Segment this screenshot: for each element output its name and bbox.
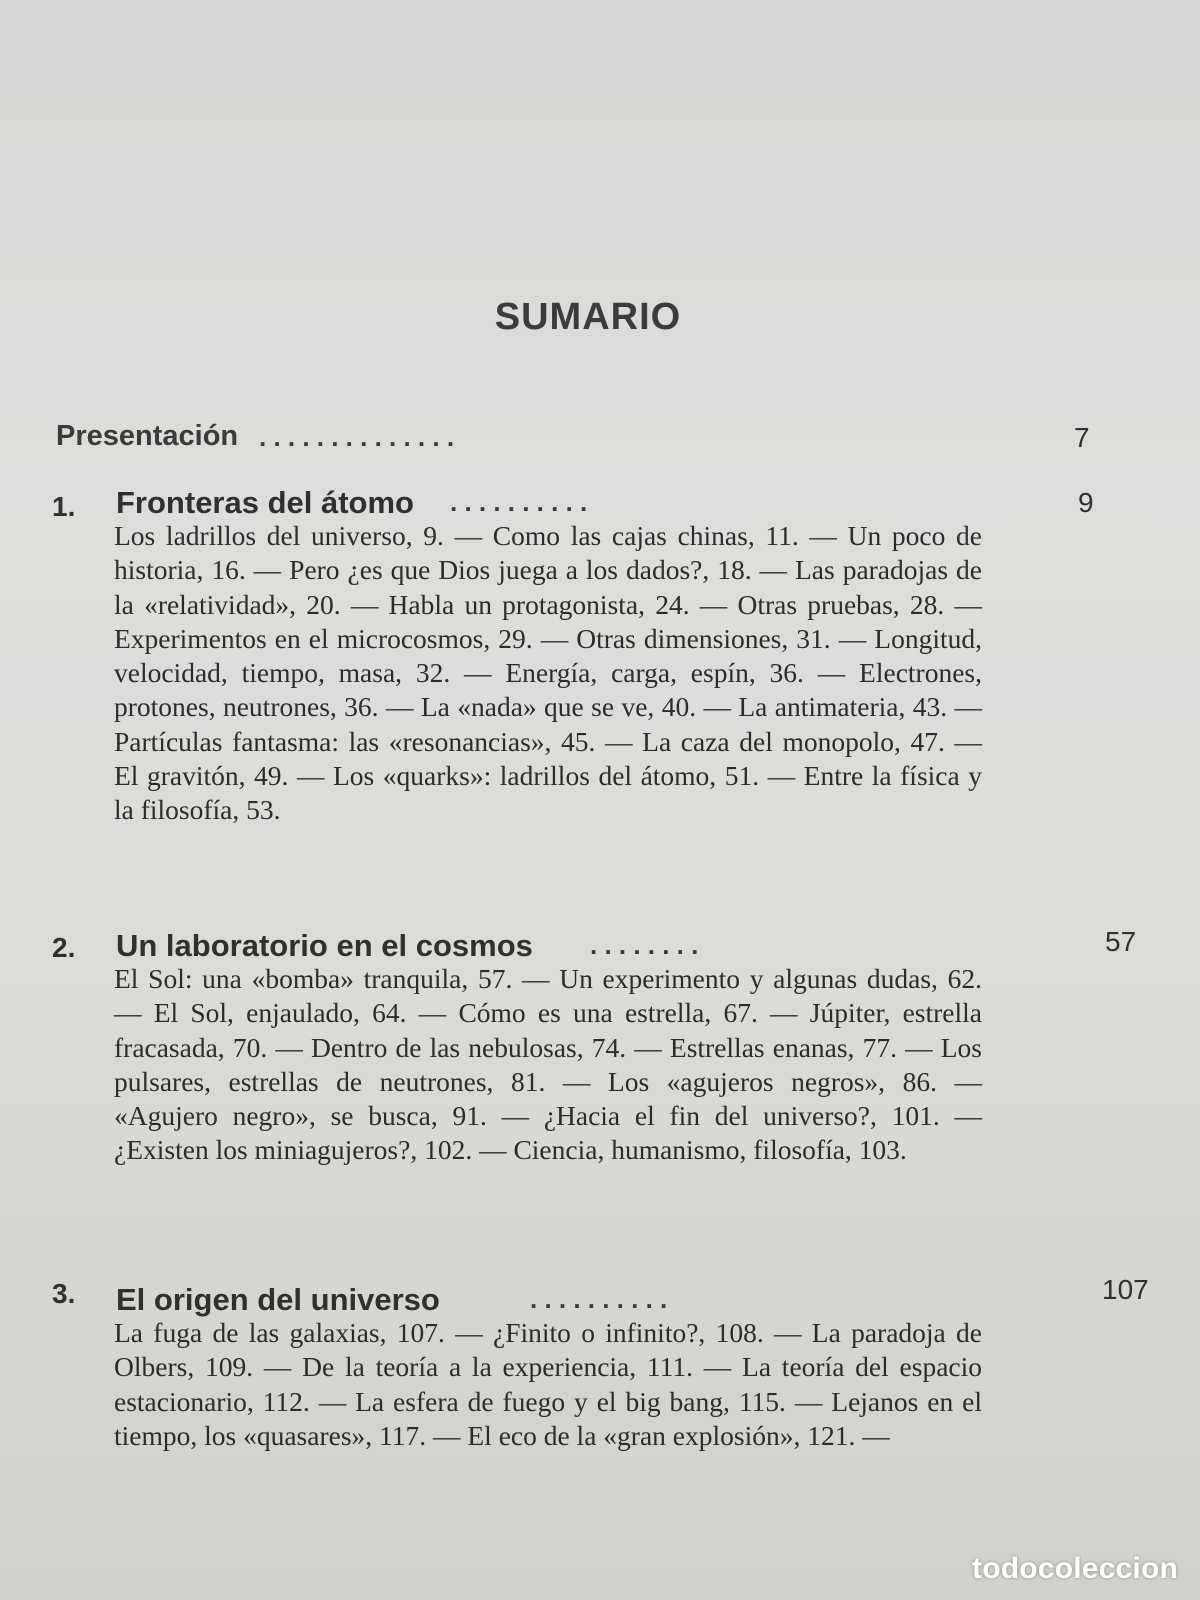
chapter-number: 2. [52, 932, 76, 963]
dot-leader: . . . . . . . . . . [450, 487, 588, 517]
chapter-summary: El Sol: una «bomba» tranquila, 57. — Un experimento y algunas dudas, 62. — El Sol, enjaulado, 64. — Cómo es una estrella, 67. — Júpiter, estrella fracasada, 70. — Dentro de las nebulosas, 74. — Estrellas enanas, 77. — Los pulsares, estrellas de neutrones, 81. — Los «agujeros negros», 86. — «Agujero negro», se busca, 91. — ¿Hacia el fin del universo?, 101. — ¿Existen los miniagujeros?, 102. — Ciencia, humanismo, filosofía, 103. [114, 963, 982, 1166]
watermark-logo: todocoleccion [972, 1552, 1178, 1585]
chapter-summary: La fuga de las galaxias, 107. — ¿Finito o infinito?, 108. — La paradoja de Olbers, 109. — De la teoría a la experiencia, 111. — La teoría del espacio estacionario, 112. — La esfera de fuego y el big bang, 115. — Lejanos en el tiempo, los «quasares», 117. — El eco de la «gran explosión», 121. — [114, 1317, 982, 1451]
chapter-number: 1. [52, 491, 76, 522]
dot-leader: . . . . . . . . [590, 930, 699, 960]
chapter-title: Fronteras del átomo [116, 485, 414, 520]
toc-page-number: 9 [1078, 487, 1094, 518]
dot-leader: . . . . . . . . . . . . . . [259, 422, 455, 452]
toc-page-number: 7 [1074, 422, 1090, 453]
chapter-title: El origen del universo [116, 1282, 440, 1317]
toc-entry-presentation [56, 420, 1116, 460]
chapter-title: Un laboratorio en el cosmos [116, 928, 533, 963]
chapter-summary: Los ladrillos del universo, 9. — Como las cajas chinas, 11. — Un poco de historia, 16. — Pero ¿es que Dios juega a los dados?, 18. — Las paradojas de la «relatividad», 20. — Habla un protagonista, 24. — Otras pruebas, 28. — Experimentos en el microcosmos, 29. — Otras dimensiones, 31. — Longitud, velocidad, tiempo, masa, 32. — Energía, carga, espín, 36. — Electrones, protones, neutrones, 36. — La «nada» que se ve, 40. — La antimateria, 43. — Partículas fantasma: las «resonancias», 45. — La caza del monopolo, 47. — El gravitón, 49. — Los «quarks»: ladrillos del átomo, 51. — Entre la física y la filosofía, 53. [114, 520, 982, 826]
dot-leader: . . . . . . . . . . [530, 1284, 668, 1314]
toc-page-number: 107 [1102, 1274, 1149, 1305]
toc-page-number: 57 [1105, 926, 1137, 957]
toc-entry-label: Presentación [56, 420, 239, 452]
chapter-number: 3. [52, 1278, 76, 1309]
page-title: SUMARIO [494, 296, 682, 338]
